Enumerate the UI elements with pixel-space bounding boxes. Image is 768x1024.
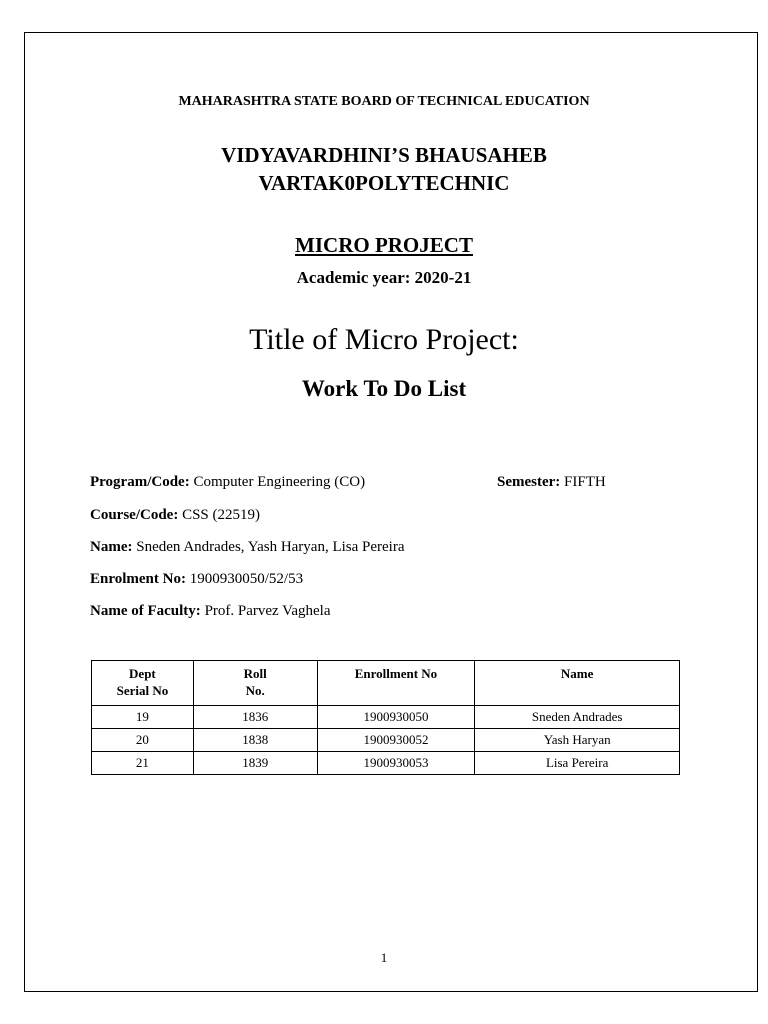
- course-label: Course/Code:: [90, 507, 179, 523]
- name-label: Name:: [90, 539, 133, 555]
- name-value: Sneden Andrades, Yash Haryan, Lisa Pereira: [136, 539, 405, 555]
- cell-roll: 1838: [193, 729, 317, 752]
- cell-serial: 20: [92, 729, 194, 752]
- project-title-heading: Title of Micro Project:: [249, 323, 519, 356]
- header-roll-line2: No.: [245, 683, 265, 698]
- college-name-line1: VIDYAVARDHINI’S BHAUSAHEB: [221, 143, 547, 167]
- header-serial: [92, 661, 194, 706]
- course-value: CSS (22519): [182, 507, 261, 523]
- cell-name: Sneden Andrades: [475, 706, 680, 729]
- project-title: Work To Do List: [301, 376, 467, 401]
- college-name-line2: VARTAK0POLYTECHNIC: [258, 171, 510, 195]
- program-label: Program/Code:: [90, 474, 190, 490]
- members-table: [91, 660, 680, 775]
- cell-enrollment: 1900930053: [317, 752, 475, 775]
- course-code-line: [90, 507, 260, 524]
- cell-name: Yash Haryan: [475, 729, 680, 752]
- cell-enrollment: 1900930052: [317, 729, 475, 752]
- faculty-label: Name of Faculty:: [90, 603, 201, 619]
- header-name: Name: [475, 661, 680, 706]
- college-name: [0, 141, 768, 197]
- cell-serial: 19: [92, 706, 194, 729]
- header-serial-line1: Dept: [129, 666, 156, 681]
- cell-name: Lisa Pereira: [475, 752, 680, 775]
- cell-roll: 1836: [193, 706, 317, 729]
- cell-enrollment: 1900930050: [317, 706, 475, 729]
- academic-year: Academic year: 2020-21: [296, 268, 472, 287]
- enrolment-value: 1900930050/52/53: [189, 571, 304, 587]
- semester-value: FIFTH: [564, 474, 606, 490]
- board-name: MAHARASHTRA STATE BOARD OF TECHNICAL EDUCATION: [178, 94, 590, 109]
- header-serial-line2: Serial No: [116, 683, 169, 698]
- enrolment-line: [90, 571, 303, 588]
- semester-label: Semester:: [497, 474, 561, 490]
- header-enrollment: Enrollment No: [317, 661, 475, 706]
- name-line: [90, 539, 405, 556]
- faculty-value: Prof. Parvez Vaghela: [204, 603, 331, 619]
- program-code-line: [90, 474, 365, 491]
- header-roll-line1: Roll: [243, 666, 267, 681]
- header-roll: [193, 661, 317, 706]
- table-row: [92, 729, 680, 752]
- semester-line: [497, 474, 606, 491]
- page-number: 1: [380, 950, 388, 965]
- cell-roll: 1839: [193, 752, 317, 775]
- table-row: [92, 706, 680, 729]
- faculty-line: [90, 603, 331, 620]
- table-header-row: [92, 661, 680, 706]
- cell-serial: 21: [92, 752, 194, 775]
- micro-project-label: MICRO PROJECT: [295, 233, 473, 257]
- table-row: [92, 752, 680, 775]
- micro-project-heading: [0, 233, 768, 258]
- program-value: Computer Engineering (CO): [193, 474, 366, 490]
- enrolment-label: Enrolment No:: [90, 571, 186, 587]
